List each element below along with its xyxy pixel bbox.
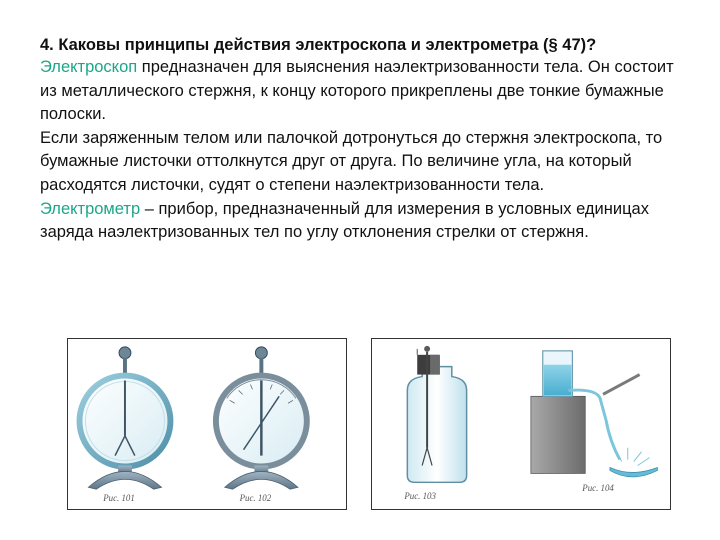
paragraph-charging: Если заряженным телом или палочкой дотронуться до стержня электроскопа, то бумажные листочки оттолкнутся друг от друга. По величине угла, на который расходятся листочки, судят о степени наэлектризованности тела. xyxy=(40,128,663,194)
water-splash xyxy=(616,448,650,466)
electroscope-drawing xyxy=(80,347,171,503)
question-heading: 4. Каковы принципы действия электроскопа и электрометра (§ 47)? xyxy=(40,36,597,54)
term-electrometer: Электрометр xyxy=(40,199,141,218)
figure-experiments xyxy=(372,339,670,509)
electroscope-description: предназначен для выяснения наэлектризованности тела. Он состоит из металлического стержня, к концу которого прикреплены две тонкие бумажные полоски. xyxy=(40,58,674,124)
answer-body xyxy=(40,56,690,245)
figure-panel-right xyxy=(371,338,671,510)
electrometer-drawing xyxy=(216,347,307,503)
figure-electroscopes xyxy=(68,339,346,509)
paragraph-electrometer xyxy=(40,198,690,245)
bottle-electroscope-drawing xyxy=(403,346,466,501)
caption-fig-103: Рис. 103 xyxy=(404,491,436,502)
caption-fig-101: Рис. 101 xyxy=(103,493,135,504)
paragraph-electroscope xyxy=(40,56,690,127)
term-electroscope: Электроскоп xyxy=(40,58,138,76)
figure-panel-left xyxy=(67,338,347,510)
water-experiment-drawing xyxy=(531,351,658,493)
caption-fig-104: Рис. 104 xyxy=(582,483,614,494)
caption-fig-102: Рис. 102 xyxy=(239,493,272,504)
electrometer-description: – прибор, предназначенный для измерения в условных единицах заряда наэлектризованных тел по углу отклонения стрелки от стержня. xyxy=(40,199,649,242)
